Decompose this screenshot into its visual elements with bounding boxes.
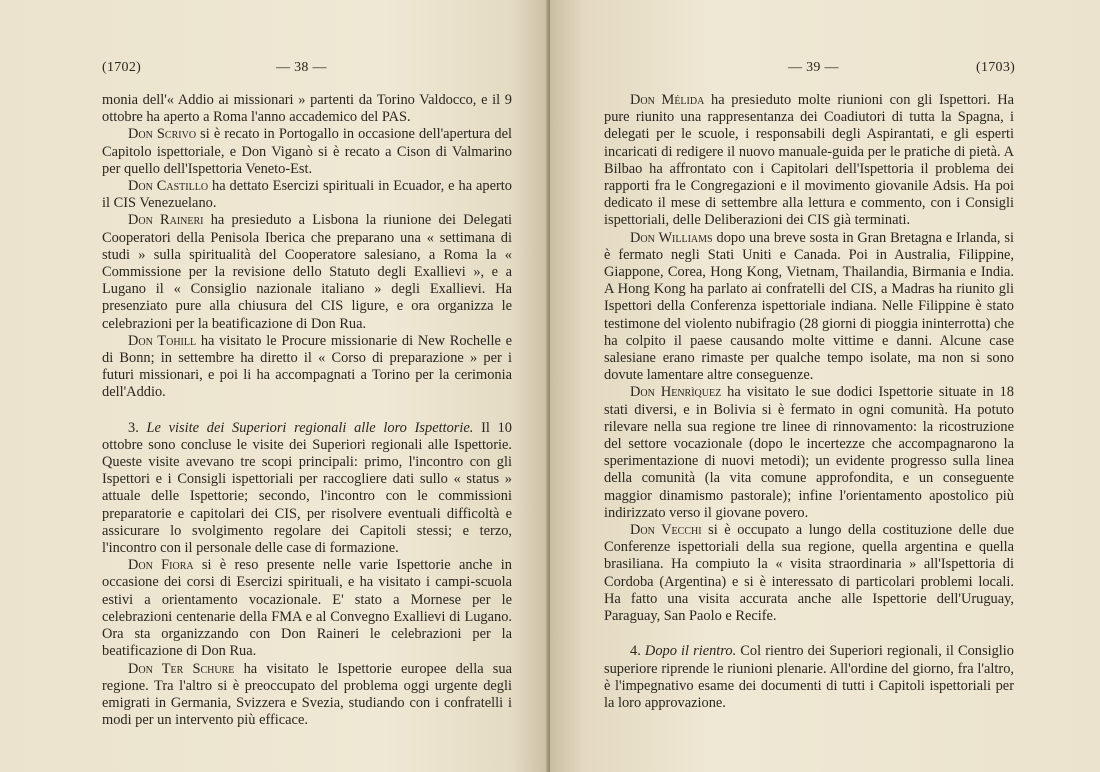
- right-page: [550, 0, 1100, 772]
- paragraph: Don Castillo ha dettato Esercizi spirituali in Ecuador, e ha aperto il CIS Venezuelano.: [102, 178, 512, 212]
- left-page-number: — 38 —: [276, 60, 327, 75]
- paragraph: Don Scrivo si è recato in Portogallo in occasione dell'apertura del Capitolo ispettoriale, e Don Viganò si è recato a Cison di Valmarino per quello dell'Ispettoria Veneto-Est.: [102, 126, 512, 177]
- left-body-text: [102, 92, 512, 729]
- paragraph: Don Ter Schure ha visitato le Ispettorie europee della sua regione. Tra l'altro si è preoccupato del problema oggi urgente degli emigrati in Germania, Svizzera e Svezia, studiando con i confratelli i modi per un intervento più efficace.: [102, 660, 512, 729]
- paragraph: Don Mélida ha presieduto molte riunioni con gli Ispettori. Ha pure riunito una rappresentanza dei Coadiutori di tutta la Spagna, i delegati per le scuole, i responsabili degli Aspirantati, e gli esperti incaricati di redigere il nuovo manuale-guida per le pratiche di pietà. A Bilbao ha affrontato con i Capitolari dell'Ispettoria il problema dei rapporti fra le Congregazioni e il movimento giovanile Adsis. Ha poi dedicato il mese di settembre alla lettura e commento, con i Consigli ispettoriali, delle Deliberazioni dei CIS già terminati.: [604, 92, 1014, 229]
- paragraph: Don Tohill ha visitato le Procure missionarie di New Rochelle e di Bonn; in settembre ha diretto il « Corso di preparazione » per i futuri missionari, e poi li ha accompagnati a Torino per la cerimonia dell'Addio.: [102, 332, 512, 401]
- right-body-text: [604, 92, 1014, 712]
- paragraph: Don Vecchi si è occupato a lungo della costituzione delle due Conferenze ispettoriali della sua regione, quella argentina e quella brasiliana. Ha compiuto la « visita straordinaria » all'Ispettoria di Cordoba (Argentina) e si è interessato di particolari problemi locali. Ha fatto una visita accurata anche alle Ispettorie dell'Uruguay, Paraguay, San Paolo e Recife.: [604, 522, 1014, 625]
- paragraph: Don Henrìquez ha visitato le sue dodici Ispettorie situate in 18 stati diversi, e in Bolivia si è fermato in ogni comunità. Ha potuto rilevare nella sua regione tre linee di rinnovamento: la ricostruzione del settore vocazionale (dopo le incertezze che accompagnarono la sperimentazione di nuovi metodi); un evidente progresso sulla linea della comunità (la vita comune approfondita, e un conseguente maggior dinamismo pastorale); infine l'orientamento apostolico più indirizzato verso il giovane povero.: [604, 384, 1014, 521]
- section-heading-paragraph: 3. Le visite dei Superiori regionali alle loro Ispettorie. Il 10 ottobre sono concluse le visite dei Superiori regionali alle Ispettorie. Queste visite avevano tre scopi principali: primo, l'incontro con gli Ispettori e i Consigli ispettoriali per raccogliere dati sullo « status » attuale delle Ispettorie; secondo, l'incontro con le commissioni preparatorie e capitolari dei CIS, per risolvere eventuali difficoltà e assicurare lo svolgimento regolare dei Capitoli stessi; e terzo, l'incontro con il personale delle case di formazione.: [102, 419, 512, 557]
- paragraph: Don Williams dopo una breve sosta in Gran Bretagna e Irlanda, si è fermato negli Stati Uniti e Canada. Poi in Australia, Filippine, Giappone, Corea, Hong Kong, Vietnam, Thailandia, Birmania e India. A Hong Kong ha parlato ai confratelli del CIS, a Madras ha riunito gli Ispettori della Conferenza ispettoriale indiana. Nelle Filippine è stato testimone del violento nubifragio (28 giorni di pioggia ininterrotta) che ha colpito il paese causando molte vittime e danni. Alcune case salesiane erano rimaste per qualche tempo isolate, ma non si sono dovute lamentare altre conseguenze.: [604, 229, 1015, 384]
- section-heading-paragraph: 4. Dopo il rientro. Col rientro dei Superiori regionali, il Consiglio superiore riprende le riunioni plenarie. All'ordine del giorno, fra l'altro, è l'impegnativo esame dei documenti di tutti i Capitoli ispettoriali per la loro approvazione.: [604, 643, 1014, 711]
- paragraph: monia dell'« Addio ai missionari » partenti da Torino Valdocco, e il 9 ottobre ha aperto a Roma l'anno accademico del PAS.: [102, 92, 512, 126]
- paragraph: Don Raineri ha presieduto a Lisbona la riunione dei Delegati Cooperatori della Penisola Iberica che preparano una « settimana di studi » sulla spiritualità del Cooperatore salesiano, a Roma la « Commissione per la revisione dello Statuto degli Exallievi », e a Lugano il « Consiglio nazionale italiano » degli Exallievi. Ha presenziato pure alla chiusura del CIS ligure, e ora organizza le celebrazioni per la beatificazione di Don Rua.: [102, 212, 512, 332]
- paragraph: Don Fiora si è reso presente nelle varie Ispettorie anche in occasione dei corsi di Esercizi spirituali, e ha visitato i campi-scuola estivi a orientamento vocazionale. E' stato a Mornese per le celebrazioni centenarie della FMA e al Convegno Exallievi di Lugano. Ora sta organizzando con Don Raineri le celebrazioni per la beatificazione di Don Rua.: [102, 557, 512, 660]
- right-page-number: — 39 —: [788, 60, 839, 75]
- right-header-code: (1703): [976, 60, 1016, 75]
- left-header-code: (1702): [102, 60, 142, 75]
